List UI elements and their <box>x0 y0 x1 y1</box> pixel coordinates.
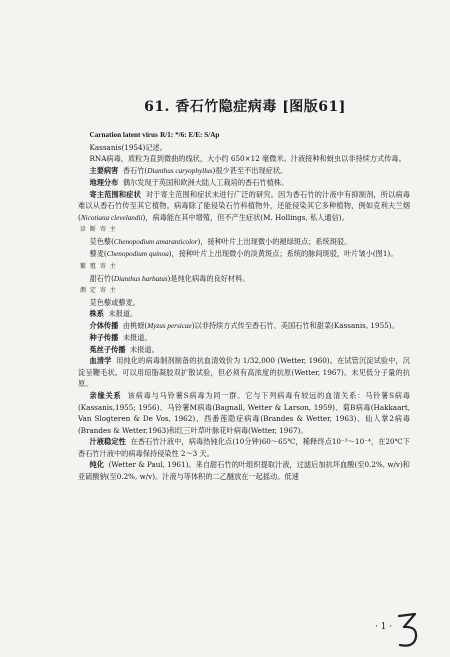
distribution-label: 地理分布 <box>89 178 119 188</box>
propagation-host: 甜石竹(Dianthus barbatus)是纯化病毒的良好材料。 <box>89 273 250 283</box>
body-text <box>78 129 410 482</box>
title-name: 香石竹隐症病毒 <box>175 99 277 115</box>
host-range-label: 寄主范围和症状 <box>89 189 141 199</box>
description-paragraph: RNA病毒，质粒为直到微曲的线状，大小约 650×12 毫微米。汁液接种和蚜虫以非持续方式传毒。 <box>89 154 406 164</box>
virus-header <box>78 129 410 142</box>
propagation-hosts-heading: 繁 殖 寄 主 <box>80 263 117 271</box>
diagnostic-hosts-heading: 诊 断 寄 主 <box>80 226 117 234</box>
distribution-paragraph: 地理分布 偶尔发现于英国和欧洲大陆人工栽培的香石竹植株。 <box>89 178 289 188</box>
main-disease-label: 主要病害 <box>89 165 119 175</box>
page-number: · 1 · <box>375 622 393 632</box>
virus-cryptogram: R/1: */6: E/E: S/Ap <box>160 131 220 139</box>
diagnostic-host-2: 藜麦(Chenopodium quinoa)，接种叶片上出现微小的淡黄斑点；系统的脉间斑驳，叶片皱小(图1)。 <box>89 249 398 259</box>
dodder-transmission-paragraph: 菟丝子传播 未报道。 <box>89 344 159 354</box>
strains-paragraph: 株系 未报道。 <box>89 309 138 319</box>
seed-transmission-paragraph: 种子传播 未报道。 <box>89 333 152 343</box>
assay-hosts-heading: 测 定 寄 主 <box>80 287 117 295</box>
vector-paragraph: 介体传播 由桃蚜(Myzus persicae)以非持续方式传至香石竹、美国石竹和甜菜(Kassanis, 1955)。 <box>89 320 399 330</box>
section-title <box>0 96 450 116</box>
host-range-paragraph: 寄主范围和症状 对于寄主范围和症状未进行广泛的研究。因为香石竹的汁液中有抑制剂，所以病毒难以从香石竹传至其它植物。病毒除了能侵染石竹科植物外，还能侵染其它多种植物，例如克利夫兰烟(Nicotiana clevelandii)，病毒能在其中增殖，但不产生症状(M. Hollings, 私人通信)。 <box>78 189 410 222</box>
purification-paragraph: 纯化 (Wetter & Paul, 1961)。来自甜石竹的叶组织提取汁液，过滤后加抗坏血酸(至0.2%, w/v)和亚硫酸钠(至0.2%, w/v)。汁液与等体积的二乙醚放在一起摇动。低速 <box>78 460 410 481</box>
stability-paragraph: 汁液稳定性 在香石竹汁液中，病毒热钝化点(10分钟)60～65℃，稀释终点10⁻³～10⁻⁴，在20℃下香石竹汁液中的病毒保持侵染性 2～3 天。 <box>78 437 410 458</box>
virus-english-name: Carnation latent virus <box>89 131 158 139</box>
title-number: 61. <box>144 99 170 115</box>
title-figure-ref: [图版61] <box>282 99 346 115</box>
handwritten-number-mark <box>395 610 423 650</box>
reference-paragraph: Kassanis(1954)记述。 <box>89 142 167 152</box>
relationships-paragraph: 亲缘关系 该病毒与马铃薯S病毒为同一群。它与下列病毒有较远的血清关系：马铃薯S病毒(Kassanis,1955; 1956)、马铃薯M病毒(Bagnall, Wetter & Larson, 1959)、菊B病毒(Hakkaart, Van Slogteren & De Vos, 1962)、西番莲隐症病毒(Brandes & Wetter, 1963)、仙人掌2病毒(Brandes & Wetter,1963)和红三叶草叶脉花叶病毒(Wetter, 1967)。 <box>78 391 410 435</box>
assay-host: 苋色藜或藜麦。 <box>89 297 140 307</box>
main-disease-paragraph: 主要病害 香石竹(Dianthus caryophyllus)很少甚至不出现症状。 <box>89 165 288 175</box>
serology-paragraph: 血清学 用纯化的病毒制剂制备的抗血清效价为 1/32,000 (Wetter, 1960)。在试管沉淀试验中，沉淀呈鞭毛状。可以用琼脂凝胶双扩散试验，但必须有高浓度的抗原(Wetter, 1967)。未见低分子量的抗原。 <box>78 356 410 389</box>
diagnostic-host-1: 苋色藜(Chenopodium amaranticolor)，接种叶片上出现微小的褪绿斑点；系统斑驳。 <box>89 236 352 246</box>
